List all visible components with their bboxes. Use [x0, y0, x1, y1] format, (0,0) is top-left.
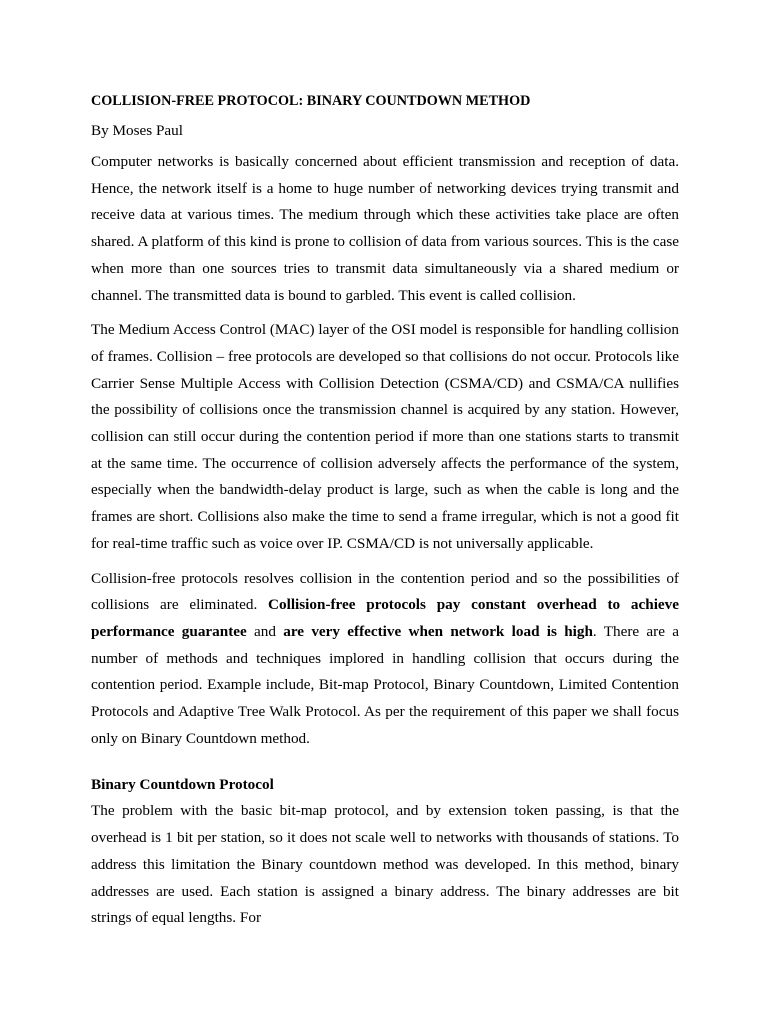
text-run: . There are a number of methods and techniques implored in handling collision that occurs during the contention period. Example include, Bit-map Protocol, Binary Countdown, Limited Contention Protocols and Adaptive Tree Walk Protocol. As per the requirement of this paper we shall focus only on Binary Countdown method. [91, 622, 679, 747]
section-heading-binary-countdown: Binary Countdown Protocol [91, 776, 274, 794]
document-page [91, 91, 679, 940]
paragraph-mac-layer: The Medium Access Control (MAC) layer of the OSI model is responsible for handling collision of frames. Collision – free protocols are developed so that collisions do not occur. Protocols like Carrier Sense Multiple Access with Collision Detection (CSMA/CD) and CSMA/CA nullifies the possibility of collisions once the transmission channel is acquired by any station. However, collision can still occur during the contention period if more than one stations starts to transmit at the same time. The occurrence of collision adversely affects the performance of the system, especially when the bandwidth-delay product is large, such as when the cable is long and the frames are short. Collisions also make the time to send a frame irregular, which is not a good fit for real-time traffic such as voice over IP. CSMA/CD is not universally applicable. [91, 321, 679, 552]
author-byline: By Moses Paul [91, 122, 183, 139]
bold-text-run: Collision-free protocols pay constant overhead to achieve performance guarantee [91, 596, 679, 640]
paragraph-intro: Computer networks is basically concerned about efficient transmission and reception of data. Hence, the network itself is a home to huge number of networking devices trying transmit and receive data at various times. The medium through which these activities take place are often shared. A platform of this kind is prone to collision of data from various sources. This is the case when more than one sources tries to transmit data simultaneously via a shared medium or channel. The transmitted data is bound to garbled. This event is called collision. [91, 153, 679, 304]
document-title: COLLISION-FREE PROTOCOL: BINARY COUNTDOWN METHOD [91, 93, 531, 109]
paragraph-binary-countdown: The problem with the basic bit-map protocol, and by extension token passing, is that the overhead is 1 bit per station, so it does not scale well to networks with thousands of stations. To address this limitation the Binary countdown method was developed. In this method, binary addresses are used. Each station is assigned a binary address. The binary addresses are bit strings of equal lengths. For [91, 802, 679, 927]
text-run: Collision-free protocols resolves collision in the contention period and so the possibilities of collisions are eliminated. [91, 569, 679, 614]
bold-text-run: are very effective when network load is high [283, 622, 593, 640]
text-run: and [246, 622, 284, 640]
paragraph-collision-free [91, 566, 679, 753]
